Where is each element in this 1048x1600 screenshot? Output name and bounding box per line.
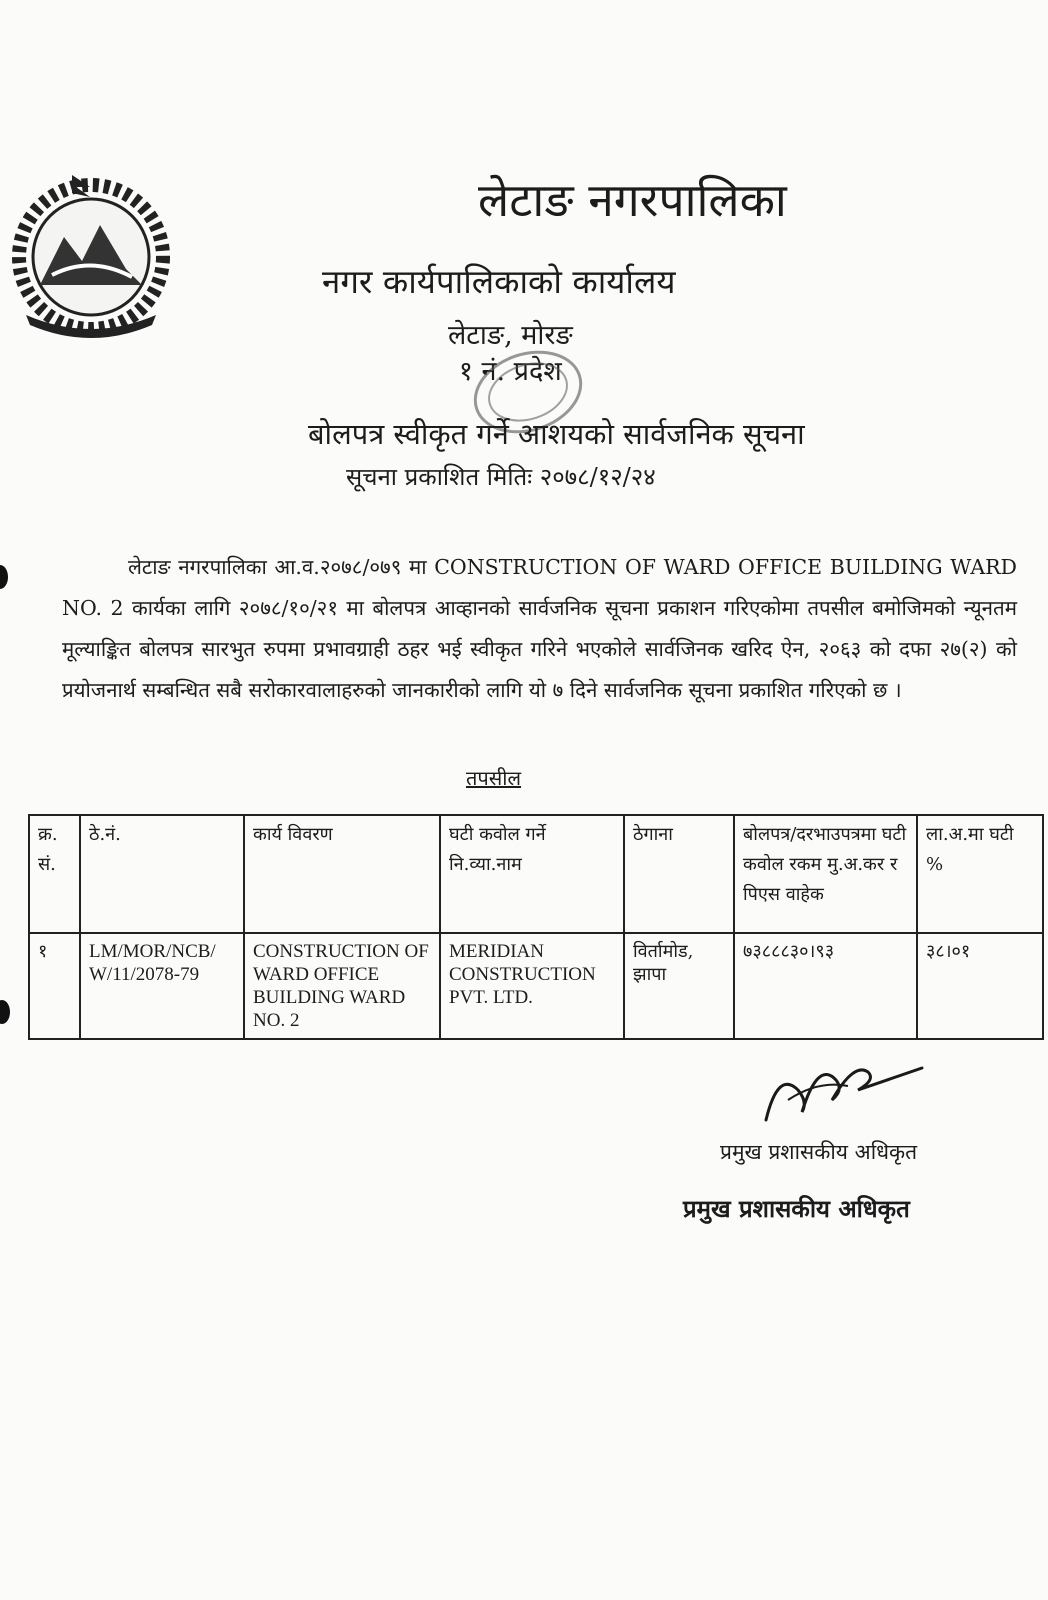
office-name: नगर कार्यपालिकाको कार्यालय	[322, 262, 676, 301]
col-header-contract-no: ठे.नं.	[80, 815, 244, 933]
notice-title: बोलपत्र स्वीकृत गर्ने आशयको सार्वजनिक सूचना	[308, 417, 805, 451]
col-header-percent: ला.अ.मा घटी %	[917, 815, 1043, 933]
details-heading: तपसील	[466, 766, 522, 790]
punch-hole-top	[0, 565, 8, 589]
col-header-amount: बोलपत्र/दरभाउपत्रमा घटी कवोल रकम मु.अ.कर र पिएस वाहेक	[734, 815, 917, 933]
government-emblem	[2, 165, 180, 345]
cell-sn: १	[29, 933, 80, 1039]
cell-address: विर्तामोड, झापा	[624, 933, 734, 1039]
col-header-work: कार्य विवरण	[244, 815, 440, 933]
address-line-2: १ नं. प्रदेश	[458, 356, 562, 387]
notice-body: लेटाङ नगरपालिका आ.व.२०७८/०७९ मा CONSTRUCTION OF WARD OFFICE BUILDING WARD NO. 2 कार्यका लागि २०७८/१०/२१ मा बोलपत्र आव्हानको सार्वजनिक सूचना प्रकाशन गरिएकोमा तपसील बमोजिमको न्यूनतम मूल्याङ्कित बोलपत्र सारभुत रुपमा प्रभावग्राही ठहर भई स्वीकृत गरिने भएकोले सार्वजिनक खरिद ऐन, २०६३ को दफा २७(२) को प्रयोजनार्थ सम्बन्धित सबै सरोकारवालाहरुको जानकारीको लागि यो ७ दिने सार्वजनिक सूचना प्रकाशित गरिएको छ ।	[62, 554, 1017, 702]
handwritten-signature	[758, 1050, 928, 1130]
col-header-address: ठेगाना	[624, 815, 734, 933]
table-header-row	[29, 815, 1043, 933]
punch-hole-bottom	[0, 1000, 10, 1024]
cell-contract-no: LM/MOR/NCB/ W/11/2078-79	[80, 933, 244, 1039]
col-header-sn: क्र. सं.	[29, 815, 80, 933]
table-row	[29, 933, 1043, 1039]
col-header-bidder: घटी कवोल गर्ने नि.व्या.नाम	[440, 815, 624, 933]
municipality-title: लेटाङ नगरपालिका	[478, 173, 787, 227]
signatory-title-bold: प्रमुख प्रशासकीय अधिकृत	[683, 1194, 910, 1223]
bid-details-table	[28, 814, 1044, 1040]
cell-percent: ३८।०१	[917, 933, 1043, 1039]
address-line-1: लेटाङ, मोरङ	[448, 320, 573, 351]
cell-bidder: MERIDIAN CONSTRUCTION PVT. LTD.	[440, 933, 624, 1039]
cell-amount: ७३८८८३०।९३	[734, 933, 917, 1039]
cell-work: CONSTRUCTION OF WARD OFFICE BUILDING WARD NO. 2	[244, 933, 440, 1039]
publish-date: सूचना प्रकाशित मितिः २०७८/१२/२४	[346, 463, 656, 491]
signatory-title: प्रमुख प्रशासकीय अधिकृत	[720, 1140, 918, 1164]
